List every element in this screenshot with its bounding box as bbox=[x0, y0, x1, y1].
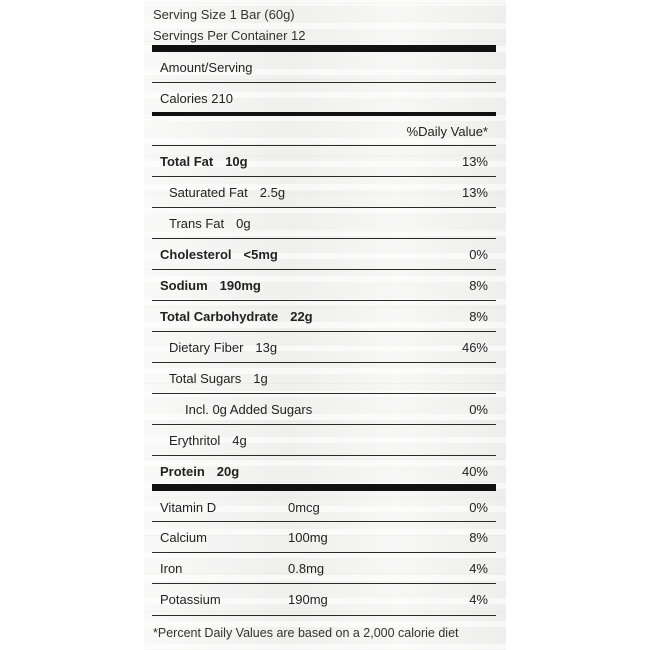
nutrient-row-total-fat bbox=[152, 146, 496, 176]
nutrient-row-dietary-fiber bbox=[152, 332, 496, 362]
daily-value-header-row bbox=[152, 116, 496, 146]
calories-row bbox=[152, 83, 496, 113]
nutrient-name: Trans Fat bbox=[169, 215, 225, 231]
serving-size: Serving Size 1 Bar (60g) bbox=[153, 7, 295, 22]
vitamin-dv: 4% bbox=[469, 591, 488, 607]
amount-per-serving-label: Amount/Serving bbox=[160, 59, 253, 75]
nutrient-amount: 2.5g bbox=[259, 184, 286, 200]
nutrient-name: Saturated Fat bbox=[169, 184, 248, 200]
nutrient-name: Dietary Fiber bbox=[169, 339, 244, 355]
amount-per-serving-row bbox=[152, 52, 496, 82]
vitamin-amount: 100mg bbox=[288, 529, 328, 545]
nutrient-name: Sodium bbox=[160, 277, 208, 293]
vitamin-dv: 0% bbox=[469, 499, 488, 515]
nutrient-dv: 46% bbox=[461, 339, 488, 355]
nutrient-row-cholesterol bbox=[152, 239, 496, 269]
vitamin-amount: 0.8mg bbox=[288, 560, 325, 576]
vitamin-dv: 4% bbox=[469, 560, 488, 576]
vitamin-name: Iron bbox=[160, 560, 183, 576]
calories-label: Calories 210 bbox=[160, 90, 233, 106]
thick-divider bbox=[152, 45, 496, 52]
daily-value-footnote: *Percent Daily Values are based on a 2,000 calorie diet bbox=[153, 626, 459, 640]
nutrient-row-saturated-fat bbox=[152, 177, 496, 207]
nutrient-dv: 40% bbox=[461, 463, 488, 479]
nutrient-name: Protein bbox=[160, 463, 205, 479]
nutrient-row-total-sugars bbox=[152, 363, 496, 393]
servings-per-container: Servings Per Container 12 bbox=[153, 28, 306, 43]
vitamin-name: Vitamin D bbox=[160, 499, 217, 515]
vitamin-amount: 0mcg bbox=[288, 499, 320, 515]
nutrient-amount: 13g bbox=[255, 339, 278, 355]
nutrient-amount: 22g bbox=[290, 308, 313, 324]
vitamin-row-calcium bbox=[152, 522, 496, 552]
nutrient-name: Incl. 0g Added Sugars bbox=[185, 401, 313, 417]
nutrient-dv: 0% bbox=[469, 401, 488, 417]
vitamin-dv: 8% bbox=[469, 529, 488, 545]
nutrient-dv: 13% bbox=[461, 184, 488, 200]
divider bbox=[152, 615, 496, 616]
nutrient-name: Total Fat bbox=[160, 153, 214, 169]
nutrient-amount: 1g bbox=[253, 370, 268, 386]
nutrient-row-protein bbox=[152, 456, 496, 486]
daily-value-header: %Daily Value* bbox=[406, 123, 488, 139]
nutrient-row-total-carbohydrate bbox=[152, 301, 496, 331]
nutrient-row-trans-fat bbox=[152, 208, 496, 238]
nutrient-dv: 0% bbox=[469, 246, 488, 262]
vitamin-row-vitamin-d bbox=[152, 492, 496, 522]
nutrient-amount: <5mg bbox=[243, 246, 278, 262]
vitamin-name: Potassium bbox=[160, 591, 221, 607]
nutrient-name: Total Carbohydrate bbox=[160, 308, 279, 324]
nutrient-amount: 20g bbox=[216, 463, 240, 479]
vitamin-row-iron bbox=[152, 553, 496, 583]
vitamin-row-potassium bbox=[152, 584, 496, 614]
nutrient-name: Erythritol bbox=[169, 432, 221, 448]
thick-divider bbox=[152, 484, 496, 491]
nutrition-facts-panel bbox=[144, 0, 506, 650]
nutrient-row-added-sugars bbox=[152, 394, 496, 424]
nutrient-name: Cholesterol bbox=[160, 246, 232, 262]
vitamin-amount: 190mg bbox=[288, 591, 328, 607]
nutrient-dv: 13% bbox=[461, 153, 488, 169]
nutrient-row-erythritol bbox=[152, 425, 496, 455]
vitamin-name: Calcium bbox=[160, 529, 207, 545]
nutrient-amount: 190mg bbox=[219, 277, 261, 293]
nutrient-dv: 8% bbox=[469, 277, 488, 293]
nutrient-row-sodium bbox=[152, 270, 496, 300]
nutrient-amount: 10g bbox=[225, 153, 248, 169]
nutrient-name: Total Sugars bbox=[169, 370, 242, 386]
nutrient-amount: 0g bbox=[236, 215, 251, 231]
nutrient-amount: 4g bbox=[232, 432, 247, 448]
nutrient-dv: 8% bbox=[469, 308, 488, 324]
